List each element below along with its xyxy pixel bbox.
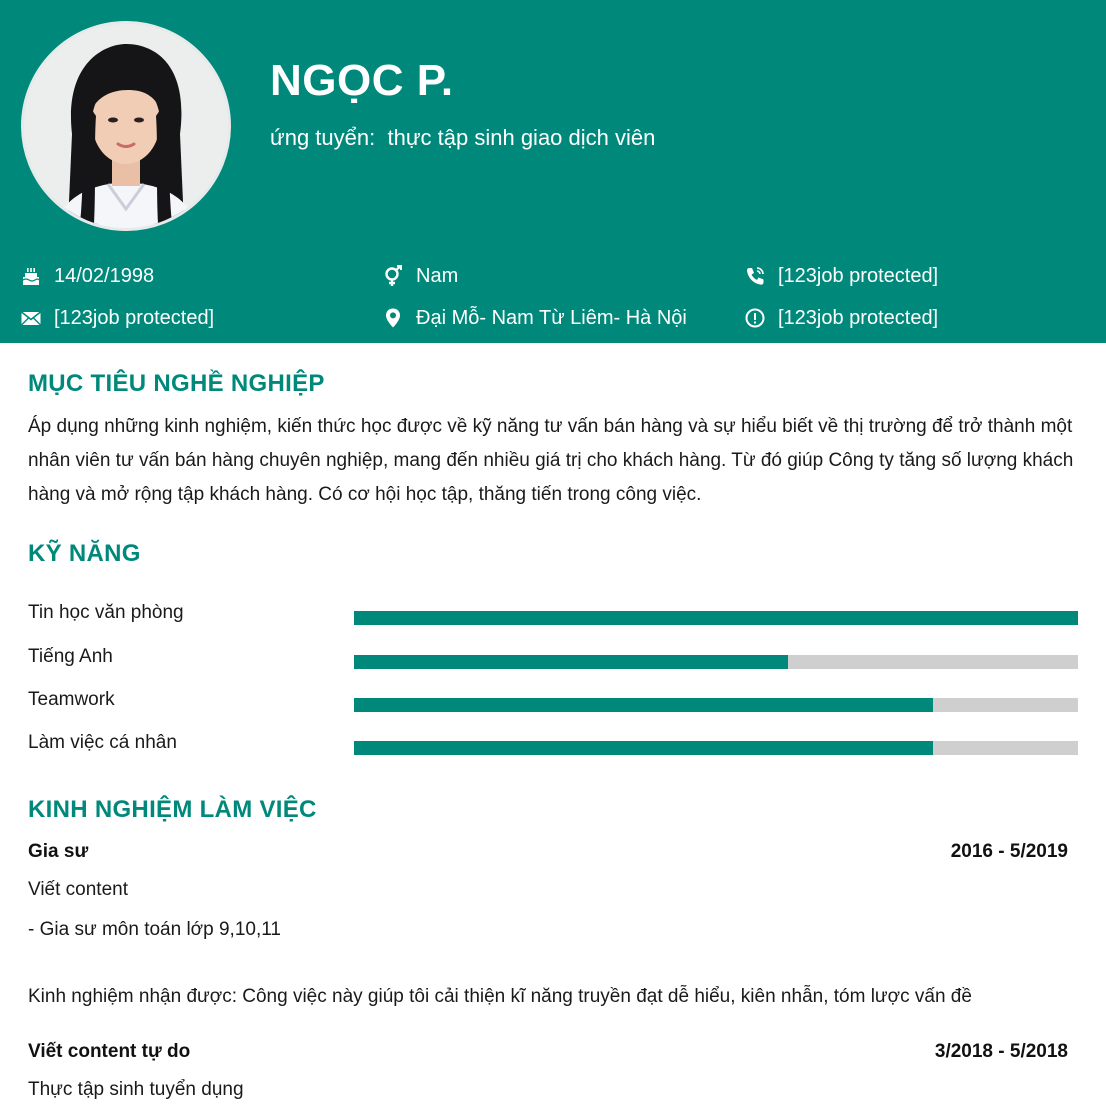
job-detail: - Gia sư môn toán lớp 9,10,11 [28, 919, 281, 940]
skill-bar-fill [354, 655, 788, 669]
job-role: Viết content [28, 879, 129, 900]
phone-row [744, 262, 938, 290]
email-value: [123job protected] [54, 306, 215, 329]
objective-text: Áp dụng những kinh nghiệm, kiến thức học được về kỹ năng tư vấn bán hàng và sự hiểu biết về thị trường để trở thành một nhân viên tư vấn bán hàng chuyên nghiệp, mang đến nhiều giá trị cho khách hàng. Từ đó giúp Công ty tăng số lượng khách hàng và mở rộng tập khách hàng. Có cơ hội học tập, thăng tiến trong công việc. [28, 416, 1074, 505]
gender-icon [382, 265, 404, 287]
phone-icon [744, 265, 766, 287]
skill-bar [354, 698, 1078, 712]
candidate-name: NGỌC P. [270, 56, 454, 105]
skill-label: Làm việc cá nhân [28, 732, 177, 753]
other-info-row [744, 304, 938, 332]
skill-label: Tin học văn phòng [28, 602, 184, 623]
gender-value: Nam [416, 264, 459, 287]
gender-row [382, 262, 458, 290]
other-info-value: [123job protected] [778, 306, 939, 329]
experience-heading: KINH NGHIỆM LÀM VIỆC [28, 796, 317, 823]
skill-bar [354, 655, 1078, 669]
skill-bar [354, 611, 1078, 625]
portrait-image [24, 24, 228, 228]
email-row [20, 304, 214, 332]
job-company: Gia sư [28, 841, 89, 862]
skill-label: Teamwork [28, 689, 115, 710]
job-company: Viết content tự do [28, 1041, 191, 1062]
info-exclamation-icon [744, 307, 766, 329]
birthday-value: 14/02/1998 [54, 264, 155, 287]
job-date: 2016 - 5/2019 [950, 841, 1068, 862]
job-date: 3/2018 - 5/2018 [934, 1041, 1068, 1062]
birthday-cake-icon [20, 265, 42, 287]
address-row [382, 304, 687, 332]
address-value: Đại Mỗ- Nam Từ Liêm- Hà Nội [416, 306, 687, 329]
skill-label: Tiếng Anh [28, 646, 113, 667]
cv-header [0, 0, 1106, 343]
email-icon [20, 307, 42, 329]
job-role: Thực tập sinh tuyển dụng [28, 1079, 244, 1100]
objective-heading: MỤC TIÊU NGHỀ NGHIỆP [28, 370, 325, 397]
location-pin-icon [382, 307, 404, 329]
skill-bar-fill [354, 698, 933, 712]
profile-photo [21, 21, 231, 231]
skill-bar-fill [354, 611, 1078, 625]
birthday-row [20, 262, 154, 290]
skills-heading: KỸ NĂNG [28, 540, 141, 567]
phone-value: [123job protected] [778, 264, 939, 287]
job-result: Kinh nghiệm nhận được: Công việc này giúp tôi cải thiện kĩ năng truyền đạt dễ hiểu, kiên nhẫn, tóm lược vấn đề [28, 986, 972, 1007]
applied-position: ứng tuyển: thực tập sinh giao dịch viên [270, 125, 656, 150]
skill-bar [354, 741, 1078, 755]
skill-bar-fill [354, 741, 933, 755]
